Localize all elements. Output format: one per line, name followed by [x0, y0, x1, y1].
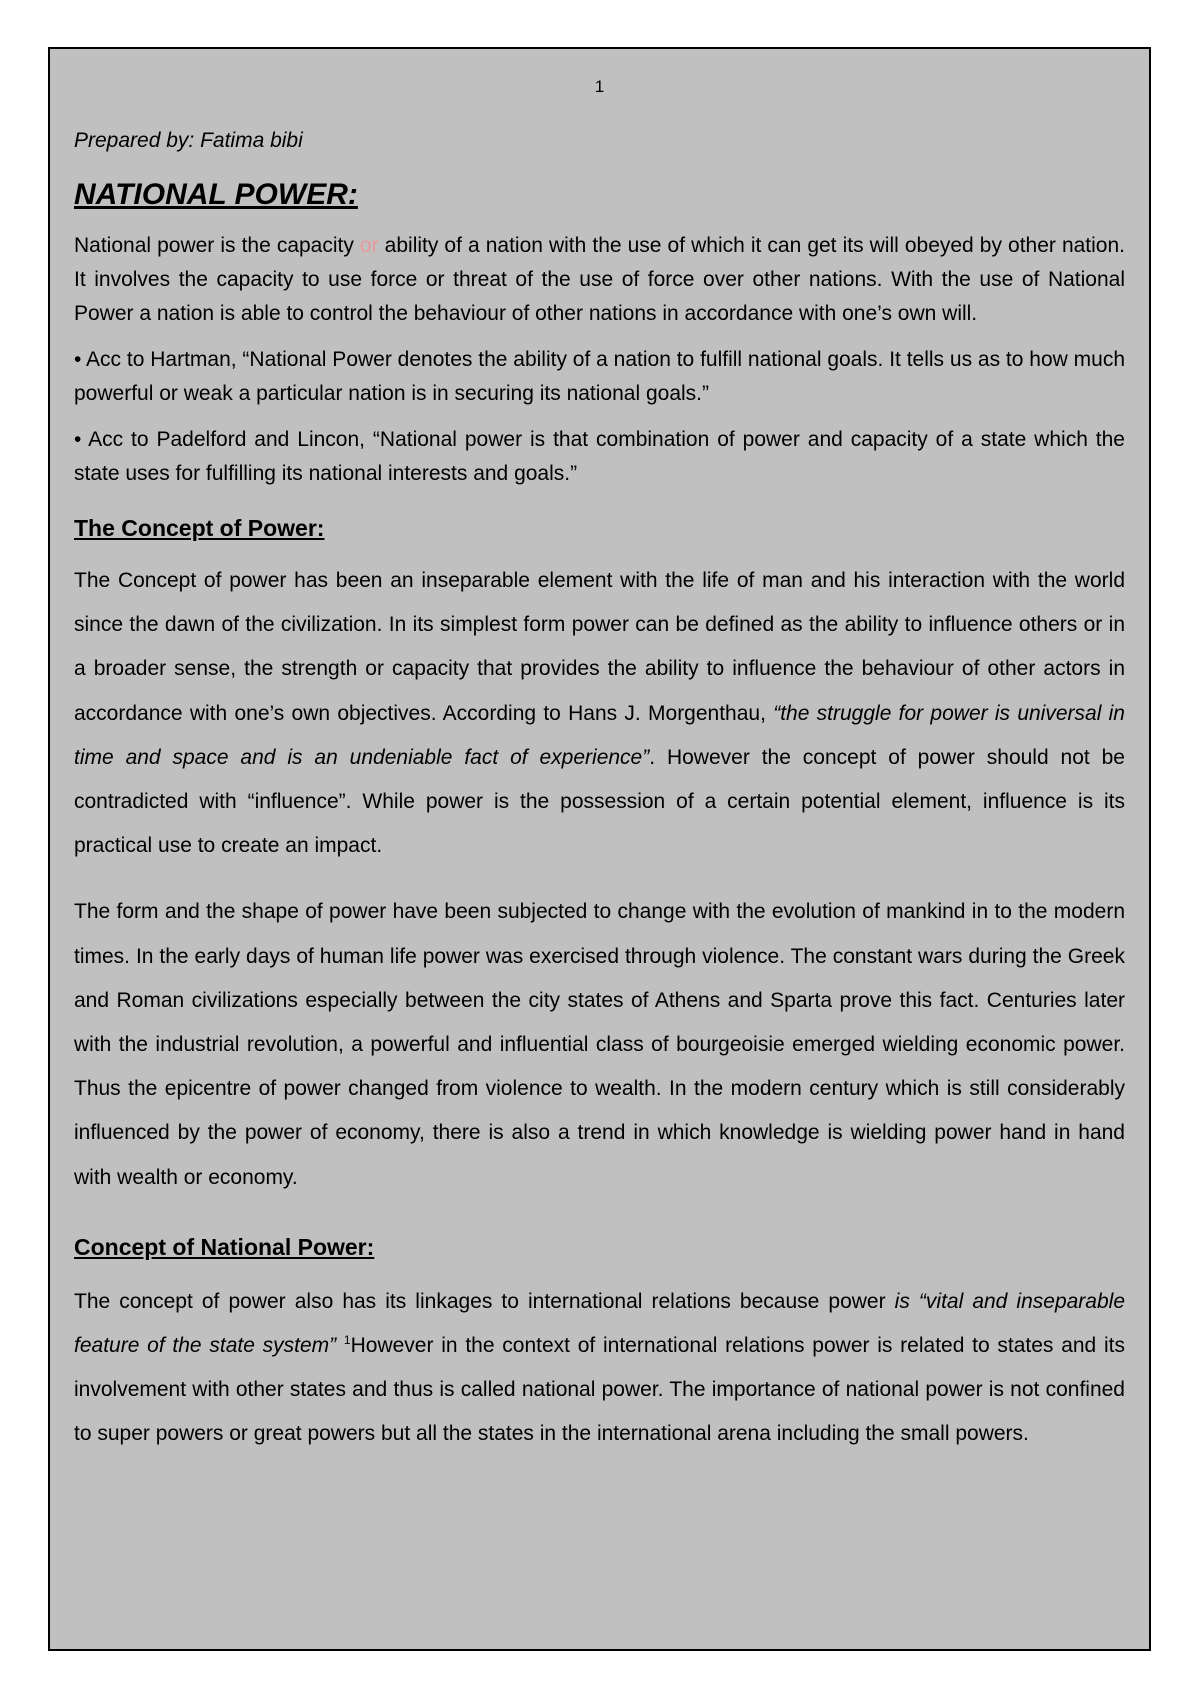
intro-highlighted-or: or: [359, 234, 379, 257]
quote-hartman: • Acc to Hartman, “National Power denotes the ability of a nation to fulfill national goals. It tells us as to how much powerful or weak a particular nation is in securing its national goals.”: [74, 348, 1125, 405]
state-system-quote: is “vital and inseparable feature of the state system”: [74, 1289, 1125, 1358]
section-heading-concept-of-national-power: Concept of National Power:: [74, 1233, 375, 1260]
morgenthau-quote: “the struggle for power is universal in time and space and is an undeniable fact of experience”: [74, 701, 1125, 769]
intro-text-start: National power is the capacity: [74, 234, 360, 257]
section-heading-concept-of-power: The Concept of Power:: [74, 515, 325, 541]
document-content: [74, 127, 1125, 1457]
intro-text-end: ability of a nation with the use of which it can get its will obeyed by other nation. It involves the capacity to use force or threat of the use of force over other nations. With the use of National Power a nation is able to control the behaviour of other nations in accordance with one’s own will.: [74, 234, 1125, 325]
para1-text-start: The Concept of power has been an inseparable element with the life of man and his interaction with the world since the dawn of the civilization. In its simplest form power can be defined as the ability to influence others or in a broader sense, the strength or capacity that provides the ability to influence the behaviour of other actors in accordance with one’s own objectives. According to Hans J. Morgenthau,: [74, 569, 1125, 725]
intro-paragraph: [74, 229, 1125, 331]
page-number: 1: [594, 77, 605, 96]
document-page: [48, 47, 1151, 1651]
national-power-text-start: The concept of power also has its linkages to international relations because power: [74, 1289, 895, 1313]
prepared-by: Prepared by: Fatima bibi: [74, 129, 303, 152]
concept-of-power-paragraph-1: [74, 559, 1125, 868]
national-power-text-end: However in the context of international relations power is related to states and its involvement with other states and thus is called national power. The importance of national power is not confined to super powers or great powers but all the states in the international arena including the small powers.: [74, 1334, 1125, 1446]
para1-text-end: . However the concept of power should not be contradicted with “influence”. While power is the possession of a certain potential element, influence is its practical use to create an impact.: [74, 745, 1125, 858]
quote-padelford: • Acc to Padelford and Lincon, “National power is that combination of power and capacity of a state which the state uses for fulfilling its national interests and goals.”: [74, 428, 1125, 485]
national-power-paragraph: [74, 1280, 1125, 1457]
footnote-marker[interactable]: 1: [343, 1333, 351, 1348]
document-title: NATIONAL POWER:: [74, 178, 358, 211]
concept-of-power-paragraph-2: The form and the shape of power have been subjected to change with the evolution of mankind in to the modern times. In the early days of human life power was exercised through violence. The constant wars during the Greek and Roman civilizations especially between the city states of Athens and Sparta prove this fact. Centuries later with the industrial revolution, a powerful and influential class of bourgeoisie emerged wielding economic power. Thus the epicentre of power changed from violence to wealth. In the modern century which is still considerably influenced by the power of economy, there is also a trend in which knowledge is wielding power hand in hand with wealth or economy.: [74, 900, 1125, 1189]
